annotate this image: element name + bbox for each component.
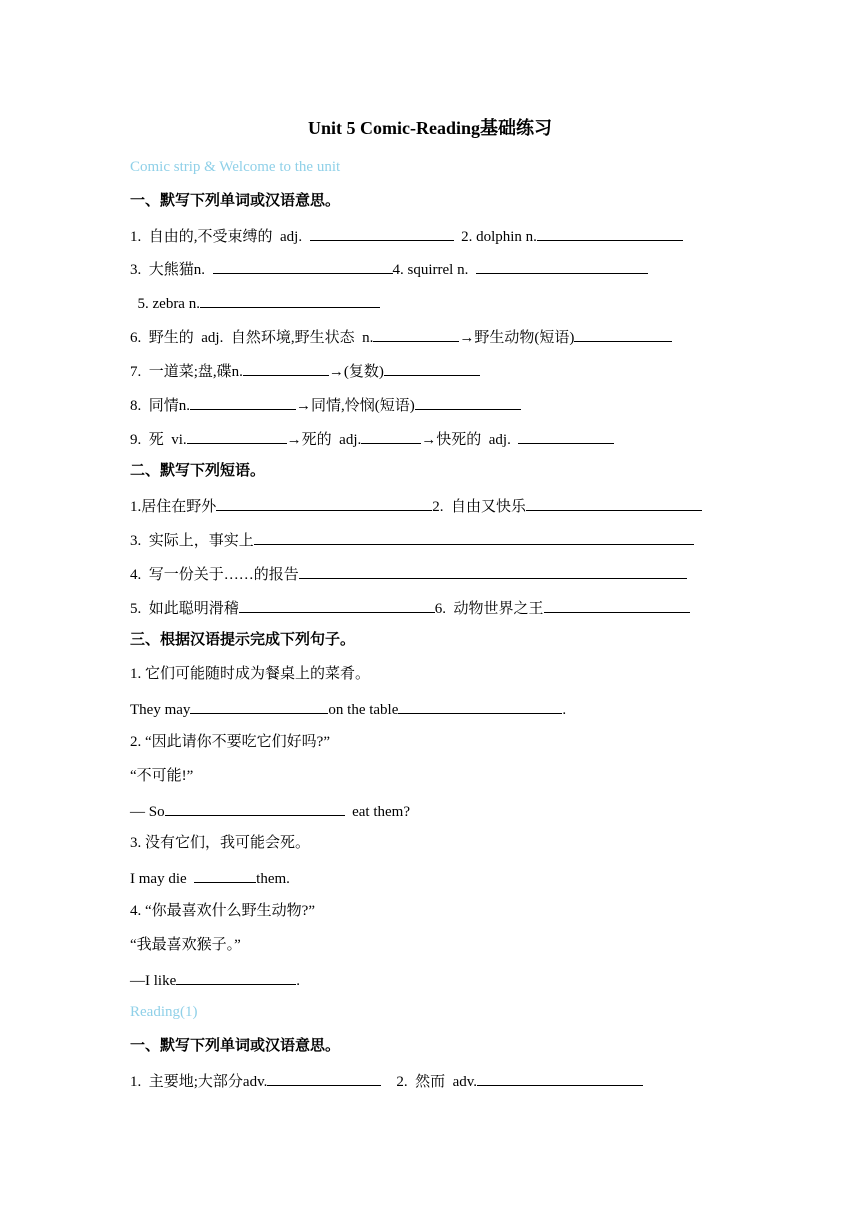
answer-blank[interactable] bbox=[373, 326, 459, 342]
answer-blank[interactable] bbox=[254, 529, 694, 545]
question-4-answer-line: —I like . bbox=[130, 969, 300, 991]
answer-blank[interactable] bbox=[213, 258, 393, 274]
part2-line-2: 3. 实际上，事实上 bbox=[130, 529, 694, 551]
answer-blank[interactable] bbox=[537, 225, 683, 241]
part2-line-1: 1.居住在野外 2. 自由又快乐 bbox=[130, 495, 702, 517]
answer-blank[interactable] bbox=[165, 800, 345, 816]
part1-line-7: 9. 死 vi. →死的 adj. →快死的 adj. bbox=[130, 428, 614, 450]
part1-line-4: 6. 野生的 adj. 自然环境,野生状态 n. →野生动物(短语) bbox=[130, 326, 672, 348]
question-2-prompt: 2. “因此请你不要吃它们好吗?” bbox=[130, 734, 330, 750]
answer-blank[interactable] bbox=[518, 428, 614, 444]
answer-blank[interactable] bbox=[476, 258, 648, 274]
part1-line-3: 5. zebra n. bbox=[130, 292, 380, 314]
part1-line-5: 7. 一道菜;盘,碟n. →(复数) bbox=[130, 360, 480, 382]
answer-blank[interactable] bbox=[187, 428, 287, 444]
page-title: Unit 5 Comic-Reading基础练习 bbox=[308, 118, 552, 138]
answer-blank[interactable] bbox=[544, 597, 690, 613]
question-1-prompt: 1. 它们可能随时成为餐桌上的菜肴。 bbox=[130, 666, 371, 682]
question-1-answer-line: They may on the table . bbox=[130, 698, 566, 720]
answer-blank[interactable] bbox=[299, 563, 687, 579]
question-3-prompt: 3. 没有它们，我可能会死。 bbox=[130, 835, 311, 851]
part1-heading: 一、默写下列单词或汉语意思。 bbox=[130, 193, 341, 209]
answer-blank[interactable] bbox=[194, 867, 256, 883]
answer-blank[interactable] bbox=[216, 495, 432, 511]
answer-blank[interactable] bbox=[239, 597, 435, 613]
part4-line-1: 1. 主要地;大部分adv. 2. 然而 adv. bbox=[130, 1070, 643, 1092]
answer-blank[interactable] bbox=[243, 360, 329, 376]
part2-line-4: 5. 如此聪明滑稽 6. 动物世界之王 bbox=[130, 597, 690, 619]
answer-blank[interactable] bbox=[415, 394, 521, 410]
answer-blank[interactable] bbox=[384, 360, 480, 376]
part1-line-2: 3. 大熊猫n. 4. squirrel n. bbox=[130, 258, 648, 280]
part2-heading: 二、默写下列短语。 bbox=[130, 463, 266, 479]
part1-line-6: 8. 同情n. →同情,怜悯(短语) bbox=[130, 394, 521, 416]
answer-blank[interactable] bbox=[361, 428, 421, 444]
question-4-prompt: 4. “你最喜欢什么野生动物?” bbox=[130, 903, 315, 919]
question-2-reply: “不可能!” bbox=[130, 768, 194, 784]
answer-blank[interactable] bbox=[190, 394, 296, 410]
answer-blank[interactable] bbox=[310, 225, 454, 241]
answer-blank[interactable] bbox=[190, 698, 328, 714]
answer-blank[interactable] bbox=[267, 1070, 381, 1086]
answer-blank[interactable] bbox=[477, 1070, 643, 1086]
answer-blank[interactable] bbox=[200, 292, 380, 308]
answer-blank[interactable] bbox=[176, 969, 296, 985]
question-2-answer-line: — So eat them? bbox=[130, 800, 410, 822]
question-4-reply: “我最喜欢猴子。” bbox=[130, 937, 241, 953]
part2-line-3: 4. 写一份关于……的报告 bbox=[130, 563, 687, 585]
part3-heading: 三、根据汉语提示完成下列句子。 bbox=[130, 632, 356, 648]
question-3-answer-line: I may die them. bbox=[130, 867, 290, 889]
part4-heading: 一、默写下列单词或汉语意思。 bbox=[130, 1038, 341, 1054]
answer-blank[interactable] bbox=[526, 495, 702, 511]
answer-blank[interactable] bbox=[574, 326, 672, 342]
part1-line-1: 1. 自由的,不受束缚的 adj. 2. dolphin n. bbox=[130, 225, 683, 247]
section-heading-reading: Reading(1) bbox=[130, 1004, 198, 1020]
section-heading-comic: Comic strip & Welcome to the unit bbox=[130, 159, 341, 175]
answer-blank[interactable] bbox=[398, 698, 562, 714]
